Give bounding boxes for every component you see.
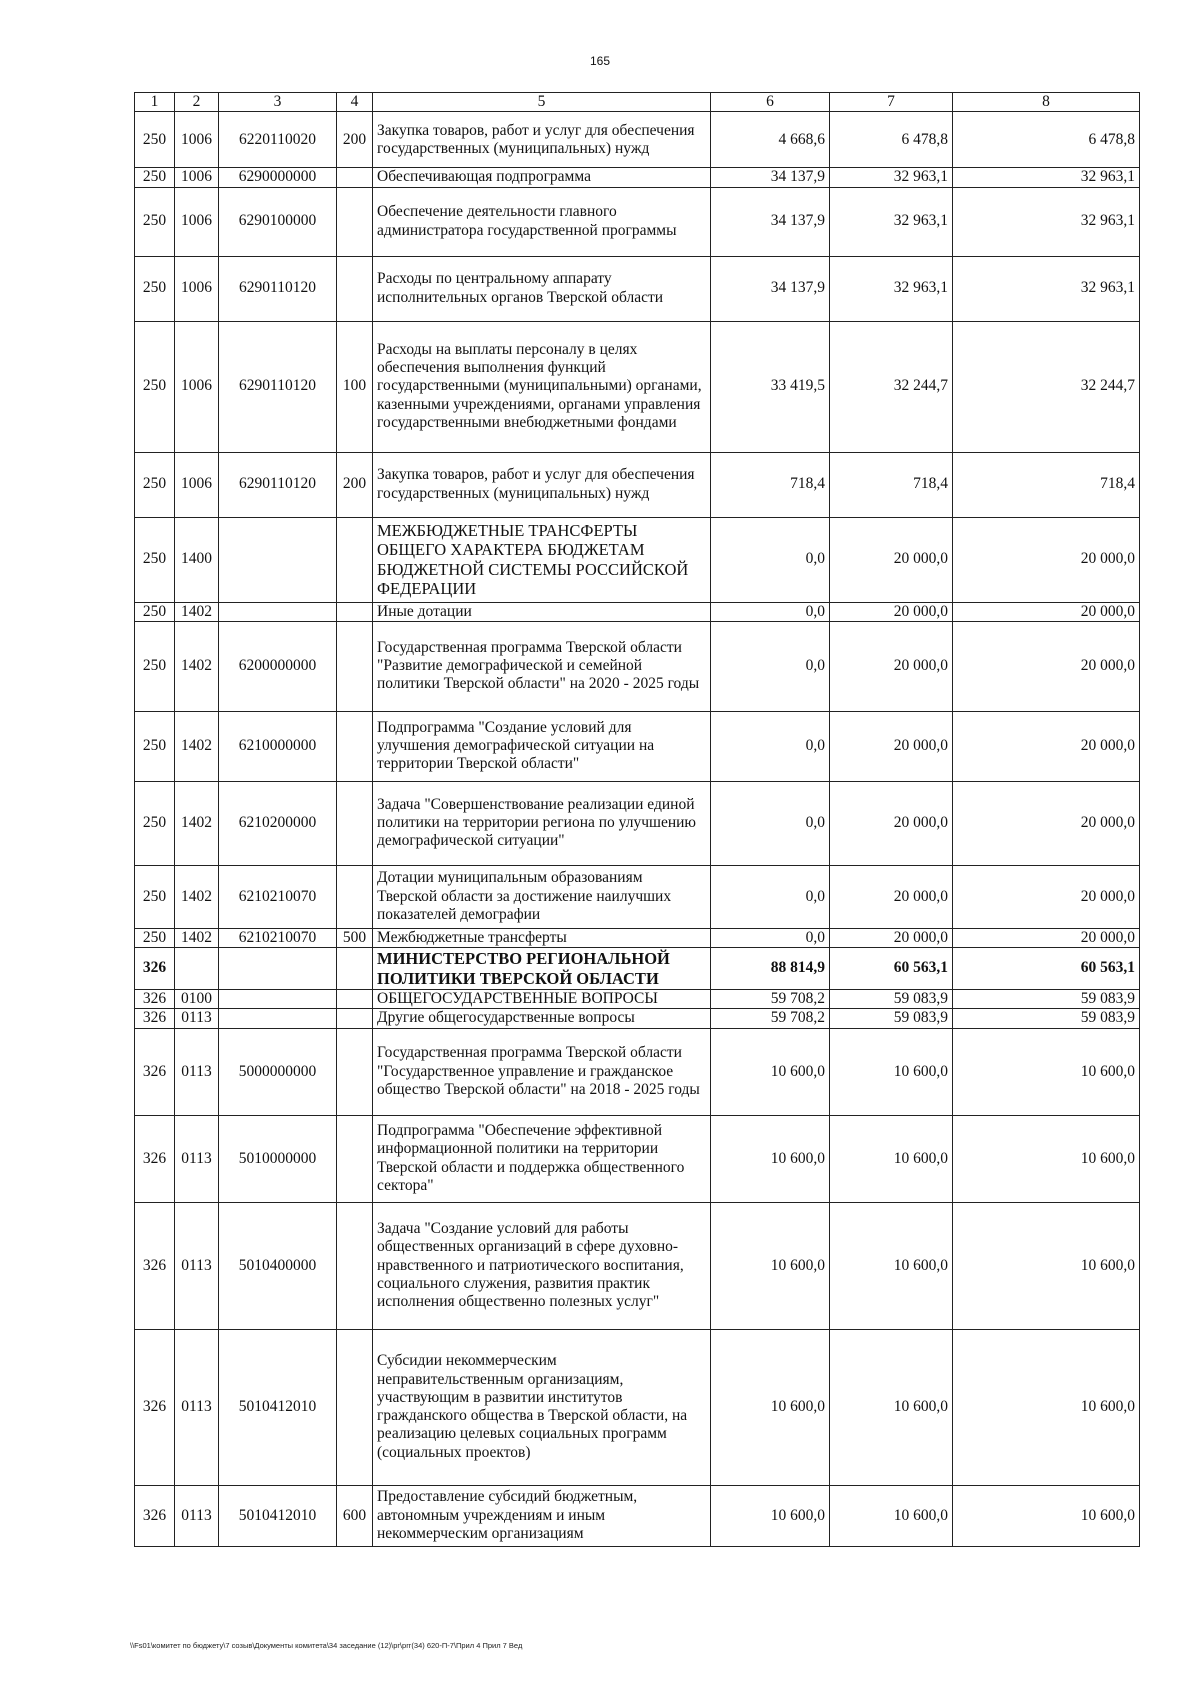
expense-type-cell [337,865,373,928]
amount-col8-cell: 20 000,0 [953,602,1140,621]
amount-col8-cell: 10 600,0 [953,1202,1140,1329]
target-code-cell: 6210200000 [219,781,337,865]
amount-col8-cell: 10 600,0 [953,1485,1140,1546]
section-code-cell: 1006 [175,452,219,517]
amount-col6-cell: 718,4 [711,452,830,517]
amount-col7-cell: 20 000,0 [830,711,953,781]
table-row [135,711,1140,781]
description-cell: Расходы по центральному аппарату исполнительных органов Тверской области [373,256,711,321]
expense-type-cell [337,948,373,990]
expense-type-cell: 200 [337,112,373,168]
description-cell: Подпрограмма "Создание условий для улучшения демографической ситуации на территории Тверской области" [373,711,711,781]
amount-col6-cell: 34 137,9 [711,168,830,187]
admin-code-cell: 326 [135,948,175,990]
expense-type-cell [337,1329,373,1485]
table-row [135,621,1140,711]
description-cell: Задача "Совершенствование реализации единой политики на территории региона по улучшению демографической ситуации" [373,781,711,865]
description-cell: Обеспечивающая подпрограмма [373,168,711,187]
expense-type-cell [337,187,373,256]
admin-code-cell: 250 [135,112,175,168]
amount-col6-cell: 34 137,9 [711,187,830,256]
section-code-cell: 1402 [175,928,219,947]
expense-type-cell [337,781,373,865]
description-cell: Закупка товаров, работ и услуг для обеспечения государственных (муниципальных) нужд [373,452,711,517]
table-row [135,1329,1140,1485]
section-code-cell: 1402 [175,711,219,781]
admin-code-cell: 250 [135,256,175,321]
amount-col6-cell: 34 137,9 [711,256,830,321]
amount-col8-cell: 20 000,0 [953,621,1140,711]
amount-col6-cell: 4 668,6 [711,112,830,168]
amount-col8-cell: 59 083,9 [953,990,1140,1009]
header-cell: 7 [830,93,953,112]
target-code-cell: 6200000000 [219,621,337,711]
table-row [135,602,1140,621]
section-code-cell: 0113 [175,1329,219,1485]
admin-code-cell: 326 [135,1329,175,1485]
amount-col7-cell: 10 600,0 [830,1202,953,1329]
expense-type-cell: 100 [337,321,373,452]
amount-col6-cell: 10 600,0 [711,1028,830,1115]
description-cell: МЕЖБЮДЖЕТНЫЕ ТРАНСФЕРТЫ ОБЩЕГО ХАРАКТЕРА БЮДЖЕТАМ БЮДЖЕТНОЙ СИСТЕМЫ РОССИЙСКОЙ ФЕДЕРАЦИИ [373,517,711,602]
expense-type-cell: 500 [337,928,373,947]
amount-col7-cell: 718,4 [830,452,953,517]
target-code-cell: 6290110120 [219,256,337,321]
amount-col6-cell: 59 708,2 [711,990,830,1009]
amount-col8-cell: 32 963,1 [953,187,1140,256]
amount-col8-cell: 20 000,0 [953,711,1140,781]
amount-col7-cell: 10 600,0 [830,1115,953,1202]
expense-type-cell: 600 [337,1485,373,1546]
amount-col7-cell: 32 963,1 [830,256,953,321]
description-cell: Обеспечение деятельности главного администратора государственной программы [373,187,711,256]
amount-col8-cell: 20 000,0 [953,781,1140,865]
target-code-cell: 6290110120 [219,452,337,517]
amount-col8-cell: 718,4 [953,452,1140,517]
table-row [135,1485,1140,1546]
amount-col6-cell: 0,0 [711,711,830,781]
admin-code-cell: 250 [135,602,175,621]
description-cell: Закупка товаров, работ и услуг для обеспечения государственных (муниципальных) нужд [373,112,711,168]
header-cell: 5 [373,93,711,112]
admin-code-cell: 326 [135,1202,175,1329]
section-code-cell: 1006 [175,321,219,452]
amount-col6-cell: 10 600,0 [711,1485,830,1546]
target-code-cell: 5010412010 [219,1329,337,1485]
target-code-cell: 6210210070 [219,928,337,947]
table-row [135,948,1140,990]
section-code-cell: 1402 [175,865,219,928]
header-cell: 8 [953,93,1140,112]
description-cell: Предоставление субсидий бюджетным, автономным учреждениям и иным некоммерческим организациям [373,1485,711,1546]
amount-col7-cell: 59 083,9 [830,990,953,1009]
amount-col6-cell: 10 600,0 [711,1202,830,1329]
table-row [135,168,1140,187]
description-cell: Субсидии некоммерческим неправительственным организациям, участвующим в развитии институтов гражданского общества в Тверской области, на реализацию целевых социальных программ (социальных проектов) [373,1329,711,1485]
amount-col7-cell: 32 963,1 [830,187,953,256]
admin-code-cell: 250 [135,711,175,781]
admin-code-cell: 250 [135,781,175,865]
expense-type-cell [337,621,373,711]
amount-col7-cell: 6 478,8 [830,112,953,168]
amount-col7-cell: 60 563,1 [830,948,953,990]
amount-col8-cell: 10 600,0 [953,1329,1140,1485]
description-cell: Расходы на выплаты персоналу в целях обеспечения выполнения функций государственными (муниципальными) органами, казенными учреждениями, органами управления государственными внебюджетными фондами [373,321,711,452]
table-row [135,990,1140,1009]
target-code-cell [219,948,337,990]
section-code-cell: 0113 [175,1009,219,1028]
amount-col7-cell: 59 083,9 [830,1009,953,1028]
section-code-cell: 1006 [175,112,219,168]
section-code-cell [175,948,219,990]
target-code-cell [219,990,337,1009]
expense-type-cell [337,602,373,621]
amount-col8-cell: 32 963,1 [953,168,1140,187]
description-cell: Межбюджетные трансферты [373,928,711,947]
amount-col8-cell: 10 600,0 [953,1115,1140,1202]
table-row [135,112,1140,168]
amount-col6-cell: 0,0 [711,865,830,928]
admin-code-cell: 250 [135,865,175,928]
amount-col6-cell: 10 600,0 [711,1115,830,1202]
target-code-cell: 6220110020 [219,112,337,168]
amount-col8-cell: 59 083,9 [953,1009,1140,1028]
description-cell: Иные дотации [373,602,711,621]
expense-type-cell [337,168,373,187]
table-row [135,1202,1140,1329]
description-cell: Задача "Создание условий для работы общественных организаций в сфере духовно-нравственного и патриотического воспитания, социального служения, развития практик исполнения общественно полезных услуг" [373,1202,711,1329]
amount-col7-cell: 20 000,0 [830,517,953,602]
expense-type-cell [337,990,373,1009]
target-code-cell [219,602,337,621]
section-code-cell: 0100 [175,990,219,1009]
amount-col6-cell: 0,0 [711,928,830,947]
section-code-cell: 1402 [175,602,219,621]
amount-col8-cell: 20 000,0 [953,517,1140,602]
section-code-cell: 1006 [175,168,219,187]
expense-type-cell [337,711,373,781]
description-cell: Другие общегосударственные вопросы [373,1009,711,1028]
description-cell: ОБЩЕГОСУДАРСТВЕННЫЕ ВОПРОСЫ [373,990,711,1009]
amount-col6-cell: 0,0 [711,781,830,865]
amount-col7-cell: 32 963,1 [830,168,953,187]
admin-code-cell: 326 [135,1028,175,1115]
amount-col8-cell: 60 563,1 [953,948,1140,990]
target-code-cell: 6290000000 [219,168,337,187]
target-code-cell: 5010412010 [219,1485,337,1546]
admin-code-cell: 250 [135,321,175,452]
description-cell: Государственная программа Тверской области "Развитие демографической и семейной политики Тверской области" на 2020 - 2025 годы [373,621,711,711]
amount-col7-cell: 20 000,0 [830,865,953,928]
amount-col7-cell: 20 000,0 [830,781,953,865]
header-cell: 2 [175,93,219,112]
target-code-cell [219,1009,337,1028]
table-row [135,1009,1140,1028]
amount-col8-cell: 10 600,0 [953,1028,1140,1115]
amount-col6-cell: 59 708,2 [711,1009,830,1028]
amount-col7-cell: 20 000,0 [830,928,953,947]
description-cell: Подпрограмма "Обеспечение эффективной информационной политики на территории Тверской области и поддержка общественного сектора" [373,1115,711,1202]
admin-code-cell: 326 [135,1009,175,1028]
target-code-cell: 5010400000 [219,1202,337,1329]
admin-code-cell: 326 [135,1115,175,1202]
amount-col6-cell: 0,0 [711,621,830,711]
expense-type-cell [337,1202,373,1329]
expense-type-cell [337,1009,373,1028]
table-row [135,928,1140,947]
amount-col7-cell: 20 000,0 [830,602,953,621]
target-code-cell: 5000000000 [219,1028,337,1115]
section-code-cell: 1402 [175,781,219,865]
table-row [135,781,1140,865]
amount-col8-cell: 32 963,1 [953,256,1140,321]
budget-table [134,92,1140,1547]
description-cell: МИНИСТЕРСТВО РЕГИОНАЛЬНОЙ ПОЛИТИКИ ТВЕРСКОЙ ОБЛАСТИ [373,948,711,990]
section-code-cell: 1400 [175,517,219,602]
admin-code-cell: 326 [135,990,175,1009]
section-code-cell: 1006 [175,256,219,321]
amount-col7-cell: 10 600,0 [830,1329,953,1485]
expense-type-cell [337,517,373,602]
expense-type-cell: 200 [337,452,373,517]
table-row [135,1028,1140,1115]
table-row [135,321,1140,452]
admin-code-cell: 326 [135,1485,175,1546]
target-code-cell: 6290110120 [219,321,337,452]
admin-code-cell: 250 [135,168,175,187]
table-row [135,452,1140,517]
section-code-cell: 0113 [175,1028,219,1115]
target-code-cell: 6210210070 [219,865,337,928]
admin-code-cell: 250 [135,621,175,711]
amount-col7-cell: 10 600,0 [830,1028,953,1115]
target-code-cell: 5010000000 [219,1115,337,1202]
file-path-footer: \\Fs01\комитет по бюджету\7 созыв\Документы комитета\34 заседание (12)\pr\prг(34) 620-П-7\Прил 4 Прил 7 Вед [130,1641,523,1650]
description-cell: Государственная программа Тверской области "Государственное управление и гражданское общество Тверской области" на 2018 - 2025 годы [373,1028,711,1115]
table-row [135,187,1140,256]
section-code-cell: 0113 [175,1485,219,1546]
amount-col8-cell: 32 244,7 [953,321,1140,452]
admin-code-cell: 250 [135,452,175,517]
amount-col6-cell: 10 600,0 [711,1329,830,1485]
header-row [135,93,1140,112]
header-cell: 3 [219,93,337,112]
amount-col6-cell: 88 814,9 [711,948,830,990]
amount-col6-cell: 33 419,5 [711,321,830,452]
table-row [135,517,1140,602]
amount-col6-cell: 0,0 [711,517,830,602]
section-code-cell: 1402 [175,621,219,711]
amount-col6-cell: 0,0 [711,602,830,621]
header-cell: 1 [135,93,175,112]
description-cell: Дотации муниципальным образованиям Тверской области за достижение наилучших показателей демографии [373,865,711,928]
amount-col8-cell: 6 478,8 [953,112,1140,168]
section-code-cell: 0113 [175,1115,219,1202]
expense-type-cell [337,1115,373,1202]
header-cell: 4 [337,93,373,112]
expense-type-cell [337,1028,373,1115]
amount-col8-cell: 20 000,0 [953,865,1140,928]
amount-col7-cell: 20 000,0 [830,621,953,711]
admin-code-cell: 250 [135,517,175,602]
page-number: 165 [589,54,611,68]
amount-col8-cell: 20 000,0 [953,928,1140,947]
amount-col7-cell: 32 244,7 [830,321,953,452]
header-cell: 6 [711,93,830,112]
table-row [135,256,1140,321]
table-row [135,865,1140,928]
target-code-cell: 6290100000 [219,187,337,256]
target-code-cell [219,517,337,602]
section-code-cell: 0113 [175,1202,219,1329]
target-code-cell: 6210000000 [219,711,337,781]
admin-code-cell: 250 [135,187,175,256]
section-code-cell: 1006 [175,187,219,256]
expense-type-cell [337,256,373,321]
table-row [135,1115,1140,1202]
amount-col7-cell: 10 600,0 [830,1485,953,1546]
admin-code-cell: 250 [135,928,175,947]
